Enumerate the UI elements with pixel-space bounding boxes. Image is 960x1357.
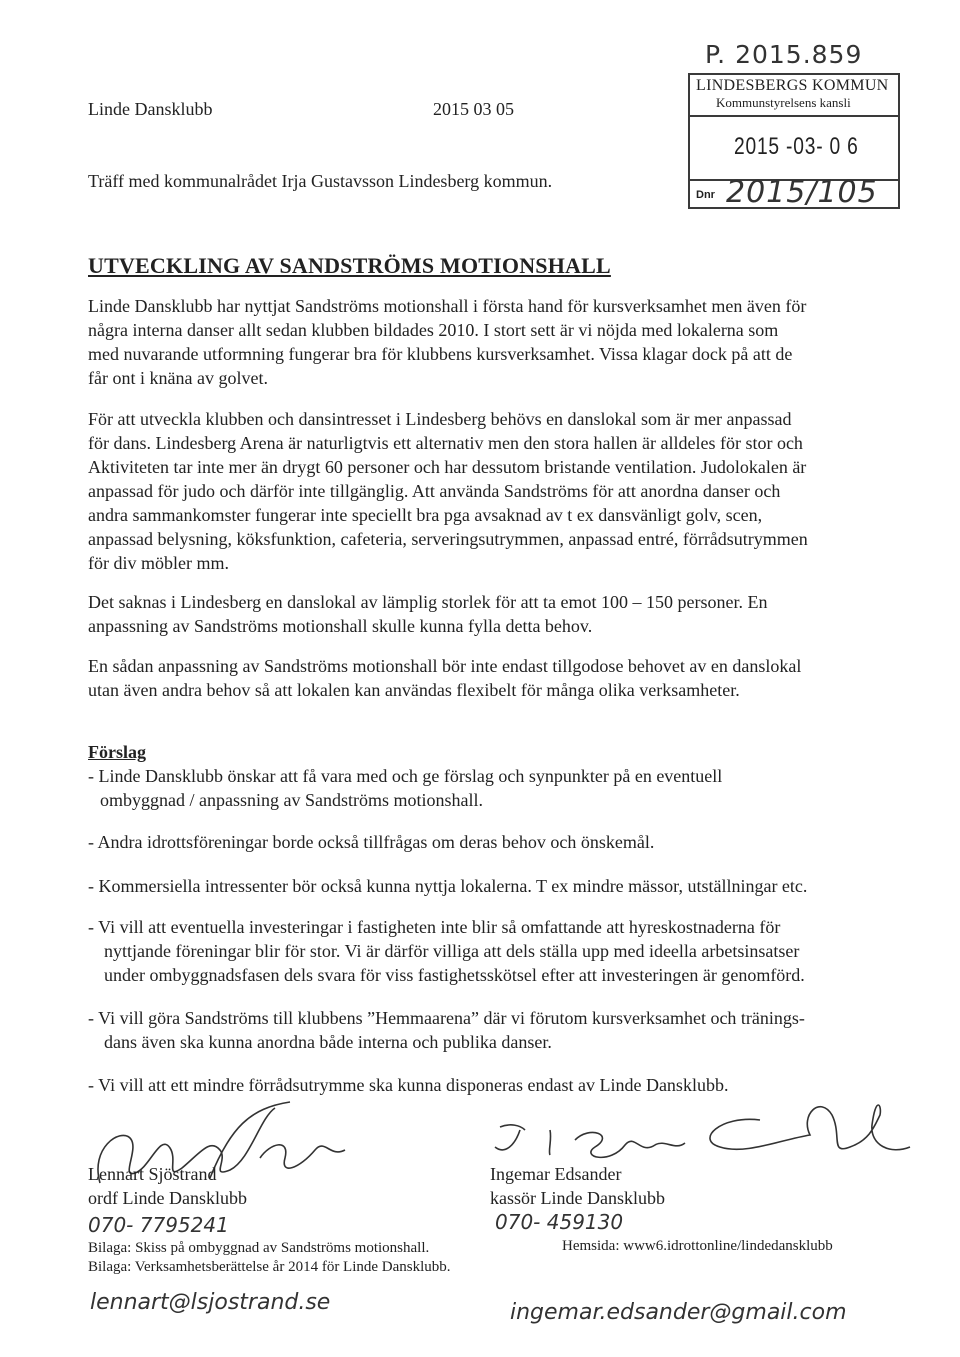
proposal-item-5-line: dans även ska kunna anordna både interna och publika danser. — [104, 1032, 552, 1052]
paragraph-1-line: Linde Dansklubb har nyttjat Sandströms motionshall i första hand för kursverksamhet men även för — [88, 296, 807, 316]
proposal-item-6-line: - Vi vill att ett mindre förrådsutrymme ska kunna disponeras endast av Linde Dansklubb. — [88, 1075, 729, 1095]
paragraph-2-line: för div möbler mm. — [88, 553, 229, 573]
signer-right-role: kassör Linde Dansklubb — [490, 1188, 665, 1208]
proposal-item-1-line: - Linde Dansklubb önskar att få vara med och ge förslag och synpunkter på en eventuell — [88, 766, 723, 786]
attachment-2: Bilaga: Verksamhetsberättelse år 2014 för Linde Dansklubb. — [88, 1259, 451, 1275]
attachment-1: Bilaga: Skiss på ombyggnad av Sandströms motionshall. — [88, 1240, 430, 1256]
homepage-line: Hemsida: www6.idrottonline/lindedansklubb — [562, 1238, 833, 1254]
signer-left-name: Lennart Sjöstrand — [88, 1164, 217, 1184]
paragraph-1-line: några interna danser allt sedan klubben bildades 2010. I stort sett är vi nöjda med lokalerna som — [88, 320, 779, 340]
registry-stamp — [688, 73, 900, 209]
proposal-heading: Förslag — [88, 742, 146, 762]
stamp-dnr-label: Dnr — [696, 189, 715, 201]
signer-right-name: Ingemar Edsander — [490, 1164, 622, 1184]
proposal-item-2-line: - Andra idrottsföreningar borde också tillfrågas om deras behov och önskemål. — [88, 832, 655, 852]
stamp-dnr-value: 2015/105 — [726, 175, 878, 210]
signer-right-phone: 070- 459130 — [495, 1210, 624, 1234]
signer-left-email: lennart@lsjostrand.se — [90, 1290, 331, 1315]
paragraph-4-line: utan även andra behov så att lokalen kan användas flexibelt för många olika verksamheter. — [88, 680, 740, 700]
proposal-item-4-line: - Vi vill att eventuella investeringar i fastigheten inte blir så omfattande att hyreskostnaderna för — [88, 917, 781, 937]
paragraph-2-line: för dans. Lindesberg Arena är naturligtvis ett alternativ men den stora hallen är alldeles för stor och — [88, 433, 803, 453]
paragraph-3-line: anpassning av Sandströms motionshall skulle kunna fylla detta behov. — [88, 616, 593, 636]
document-title: UTVECKLING AV SANDSTRÖMS MOTIONSHALL — [88, 253, 611, 278]
proposal-item-5-line: - Vi vill göra Sandströms till klubbens ”Hemmaarena” där vi förutom kursverksamhet och tränings- — [88, 1008, 805, 1028]
letter-date: 2015 03 05 — [433, 99, 514, 119]
paragraph-2-line: anpassad för judo och därför inte tillgänglig. Att använda Sandströms för att anordna danser och — [88, 481, 781, 501]
paragraph-4-line: En sådan anpassning av Sandströms motionshall bör inte endast tillgodose behovet av en danslokal — [88, 656, 802, 676]
paragraph-2-line: Aktiviteten tar inte mer än drygt 60 personer och har dessutom bristande ventilation. Judolokalen är — [88, 457, 807, 477]
meeting-line: Träff med kommunalrådet Irja Gustavsson Lindesberg kommun. — [88, 171, 553, 191]
handwritten-reference: P. 2015.859 — [705, 40, 863, 69]
paragraph-1-line: får ont i knäna av golvet. — [88, 368, 268, 388]
stamp-date: 2015 -03- 0 6 — [734, 133, 859, 160]
signer-right-email: ingemar.edsander@gmail.com — [510, 1300, 847, 1325]
proposal-item-4-line: nyttjande föreningar blir för stor. Vi är därför villiga att dels ställa upp med ideella arbetsinsatser — [104, 941, 800, 961]
stamp-header — [690, 75, 898, 117]
paragraph-1-line: med nuvarande utformning fungerar bra för klubbens kursverksamhet. Vissa klagar dock på att de — [88, 344, 793, 364]
signer-left-role: ordf Linde Dansklubb — [88, 1188, 247, 1208]
signer-left-phone: 070- 7795241 — [88, 1213, 229, 1237]
proposal-item-4-line: under ombyggnadsfasen dels svara för viss fastighetsskötsel efter att investeringen är genomförd. — [104, 965, 805, 985]
club-name: Linde Dansklubb — [88, 99, 213, 119]
stamp-office: Kommunstyrelsens kansli — [716, 95, 851, 110]
proposal-item-3-line: - Kommersiella intressenter bör också kunna nyttja lokalerna. T ex mindre mässor, utställningar etc. — [88, 876, 808, 896]
proposal-item-1-line: ombyggnad / anpassning av Sandströms motionshall. — [100, 790, 483, 810]
paragraph-2-line: anpassad belysning, köksfunktion, cafeteria, serveringsutrymmen, anpassad entré, förrådsutrymmen — [88, 529, 808, 549]
paragraph-2-line: andra sammankomster fungerar inte speciellt bra pga avsaknad av t ex dansvänligt golv, scen, — [88, 505, 763, 525]
stamp-municipality: LINDESBERGS KOMMUN — [696, 77, 889, 94]
paragraph-2-line: För att utveckla klubben och dansintresset i Lindesberg behövs en danslokal som är mer anpassad — [88, 409, 792, 429]
paragraph-3-line: Det saknas i Lindesberg en danslokal av lämplig storlek för att ta emot 100 – 150 personer. En — [88, 592, 768, 612]
